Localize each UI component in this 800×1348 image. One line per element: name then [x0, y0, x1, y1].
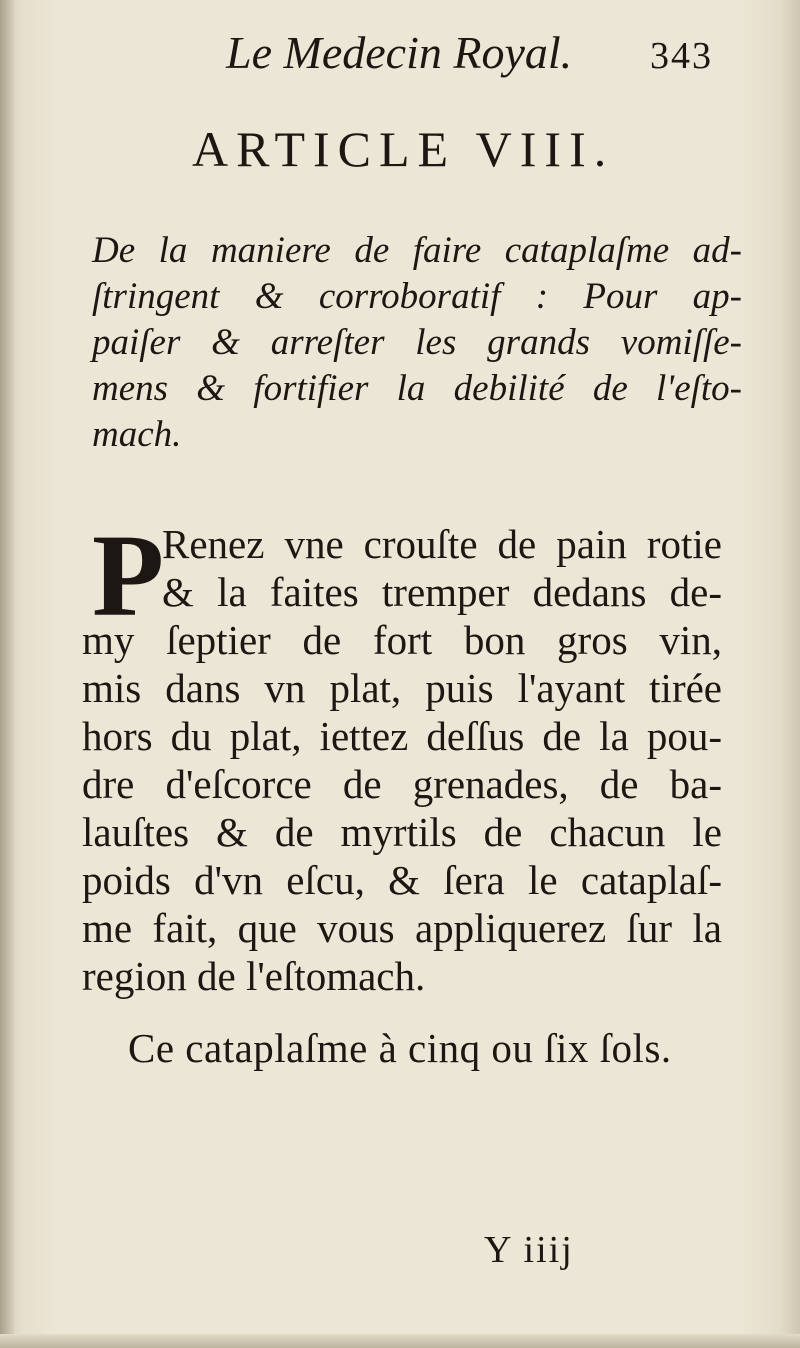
page-bottom-edge: [0, 1334, 800, 1348]
drop-cap: P: [92, 510, 165, 641]
article-subtitle: [92, 228, 742, 458]
body-line: & la faites tremper dedans de-: [162, 569, 722, 615]
body-line: my ſeptier de fort bon gros vin,: [82, 617, 722, 663]
subtitle-line: mach.: [92, 414, 182, 455]
body-line: poids d'vn eſcu, & ſera le cataplaſ-: [82, 857, 722, 903]
subtitle-line: paiſer & arreſter les grands vomiſſe-: [92, 322, 742, 363]
body-line: lauſtes & de myrtils de chacun le: [82, 809, 722, 855]
body-line: dre d'eſcorce de grenades, de ba-: [82, 761, 722, 807]
page-header: [0, 22, 800, 82]
closing-line: Ce cataplaſme à cinq ou ſix ſols.: [128, 1025, 672, 1071]
body-line: Renez vne crouſte de pain rotie: [162, 521, 722, 567]
body-line: hors du plat, iettez deſſus de la pou-: [82, 713, 722, 759]
body-text: [82, 510, 722, 1000]
body-line: mis dans vn plat, puis l'ayant tirée: [82, 665, 722, 711]
signature-mark: Y iiij: [484, 1229, 574, 1271]
body-line: me fait, que vous appliquerez ſur la: [82, 905, 722, 951]
page-gutter: [0, 0, 14, 1348]
body-line: region de l'eſtomach.: [82, 953, 426, 999]
page-number: 343: [650, 35, 713, 77]
article-title: ARTICLE VIII.: [192, 121, 615, 177]
subtitle-line: ſtringent & corroboratif : Pour ap-: [92, 276, 742, 317]
subtitle-line: mens & fortifier la debilité de l'eſto-: [92, 368, 742, 409]
running-head: Le Medecin Royal.: [226, 27, 573, 78]
subtitle-line: De la maniere de faire cataplaſme ad-: [92, 230, 742, 271]
